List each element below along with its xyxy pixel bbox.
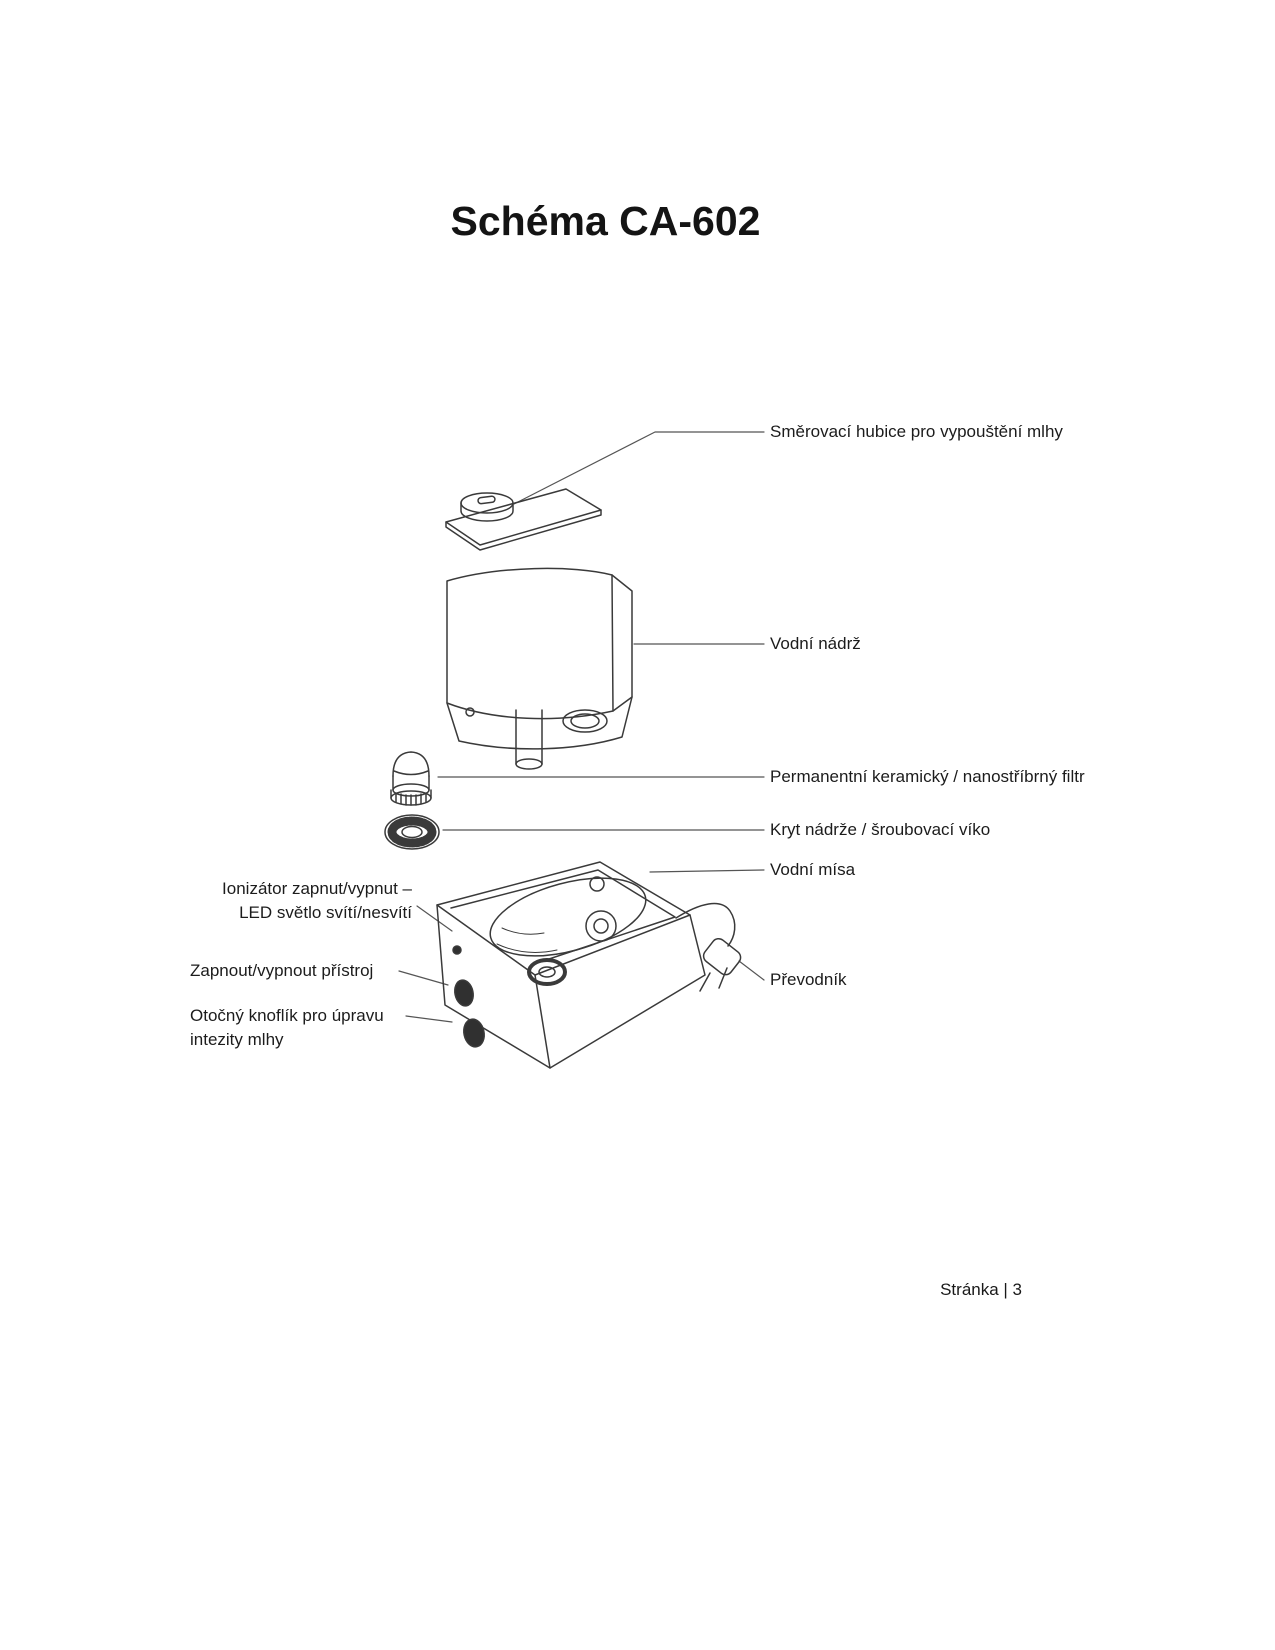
callout-ionizer-label [186,877,412,925]
power-plug-drawing [701,936,744,978]
callout-power-switch-label: Zapnout/vypnout přístroj [190,961,374,980]
callout-cap-label: Kryt nádrže / šroubovací víko [770,820,991,839]
callout-transducer-label: Převodník [770,970,847,989]
page-title: Schéma CA-602 [450,198,761,244]
page-footer [940,1280,1022,1300]
callout-mist-knob-line2: intezity mlhy [190,1030,284,1049]
power-switch-drawing [452,978,475,1007]
callout-ionizer-line1: Ionizátor zapnut/vypnut – [222,879,412,898]
base-unit-drawing [437,862,743,1068]
callout-nozzle-label: Směrovací hubice pro vypouštění mlhy [770,422,1063,441]
callout-mist-knob-line1: Otočný knoflík pro úpravu [190,1006,384,1025]
transducer-knob-drawing [586,911,616,941]
water-tank-drawing [447,568,632,769]
mist-duct-ring-drawing [529,960,565,984]
tank-cap-drawing [385,815,439,849]
page-number: Stránka | 3 [940,1280,1022,1299]
callout-mist-knob-label [190,1004,384,1052]
callout-filter-label: Permanentní keramický / nanostříbrný filtr [770,767,1085,786]
callout-tank-label: Vodní nádrž [770,634,861,653]
callout-bowl-label: Vodní mísa [770,860,856,879]
mist-intensity-knob-drawing [461,1017,486,1049]
power-cord-drawing [676,904,735,946]
mist-nozzle-drawing [446,489,601,550]
callout-ionizer-line2: LED světlo svítí/nesvítí [239,903,412,922]
ionizer-led-drawing [453,946,461,954]
ceramic-filter-drawing [391,752,431,805]
